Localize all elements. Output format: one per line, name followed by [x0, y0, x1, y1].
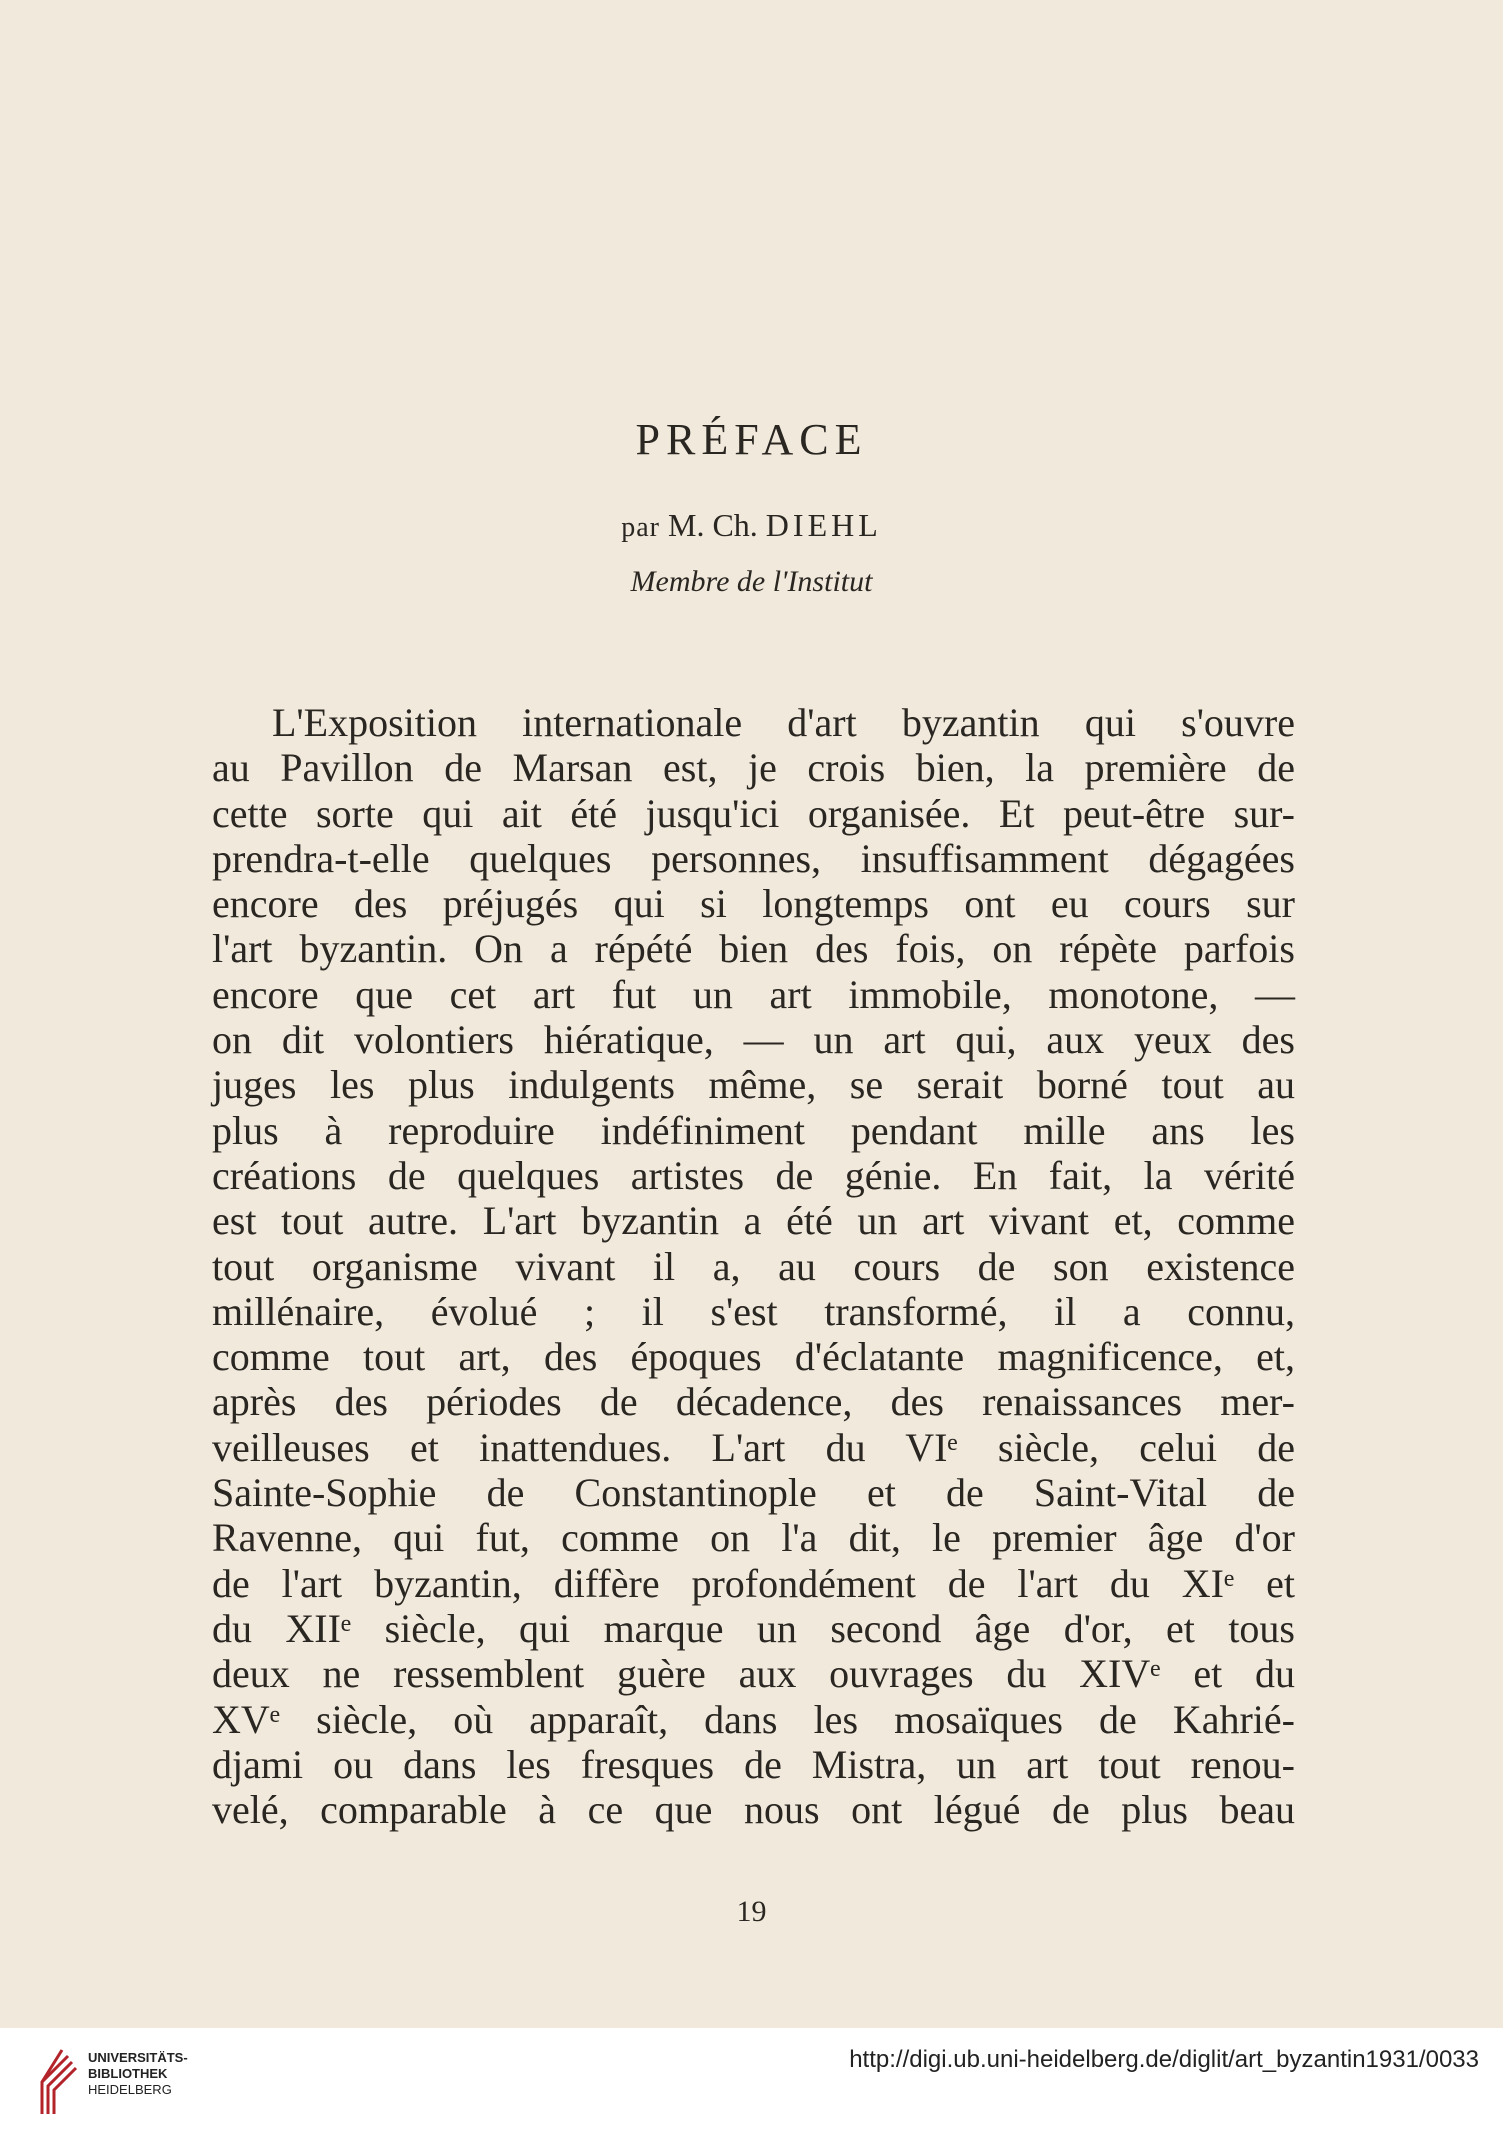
body-text — [212, 700, 1295, 1832]
text-line: XVᵉ siècle, où apparaît, dans les mosaïques de Kahrié- — [212, 1696, 1295, 1742]
text-line: L'Exposition internationale d'art byzantin qui s'ouvre — [272, 700, 1295, 745]
library-name-line3: HEIDELBERG — [88, 2082, 172, 2097]
text-line: deux ne ressemblent guère aux ouvrages du XIVᵉ et du — [212, 1651, 1295, 1697]
text-line: velé, comparable à ce que nous ont légué de plus beau — [212, 1787, 1295, 1833]
footer-bar — [0, 2028, 1503, 2138]
text-line: prendra-t-elle quelques personnes, insuffisamment dégagées — [212, 835, 1295, 881]
text-line: cette sorte qui ait été jusqu'ici organisée. Et peut-être sur- — [212, 790, 1295, 836]
text-line: du XIIᵉ siècle, qui marque un second âge d'or, et tous — [212, 1605, 1295, 1651]
text-line: au Pavillon de Marsan est, je crois bien, la première de — [212, 745, 1295, 791]
library-logo-icon — [38, 2042, 80, 2118]
library-name-line1: UNIVERSITÄTS- — [88, 2050, 188, 2065]
text-line: veilleuses et inattendues. L'art du VIᵉ siècle, celui de — [212, 1424, 1295, 1470]
text-line: Sainte-Sophie de Constantinople et de Saint-Vital de — [212, 1470, 1295, 1516]
text-line: on dit volontiers hiératique, — un art qui, aux yeux des — [212, 1017, 1295, 1063]
page-number: 19 — [736, 1895, 767, 1928]
page-title: PRÉFACE — [635, 415, 868, 464]
text-line: après des périodes de décadence, des renaissances mer- — [212, 1379, 1295, 1425]
text-line: djami ou dans les fresques de Mistra, un art tout renou- — [212, 1741, 1295, 1787]
text-line: millénaire, évolué ; il s'est transformé, il a connu, — [212, 1288, 1295, 1334]
author-line — [0, 507, 1503, 544]
text-line: Ravenne, qui fut, comme on l'a dit, le premier âge d'or — [212, 1515, 1295, 1561]
text-line: plus à reproduire indéfiniment pendant mille ans les — [212, 1107, 1295, 1153]
text-line: l'art byzantin. On a répété bien des fois, on répète parfois — [212, 926, 1295, 972]
author-initials: M. Ch. — [668, 507, 758, 543]
source-url-link[interactable]: http://digi.ub.uni-heidelberg.de/diglit/art_byzantin1931/0033 — [849, 2046, 1479, 2073]
text-line: encore des préjugés qui si longtemps ont eu cours sur — [212, 881, 1295, 927]
text-line: de l'art byzantin, diffère profondément de l'art du XIᵉ et — [212, 1560, 1295, 1606]
text-line: comme tout art, des époques d'éclatante magnificence, et, — [212, 1334, 1295, 1380]
text-line: créations de quelques artistes de génie. En fait, la vérité — [212, 1152, 1295, 1198]
author-name: DIEHL — [765, 507, 882, 543]
library-name — [88, 2050, 188, 2098]
author-affiliation: Membre de l'Institut — [630, 565, 873, 598]
text-line: juges les plus indulgents même, se serait borné tout au — [212, 1062, 1295, 1108]
library-name-line2: BIBLIOTHEK — [88, 2066, 168, 2081]
author-prefix: par — [621, 512, 660, 543]
text-line: est tout autre. L'art byzantin a été un art vivant et, comme — [212, 1198, 1295, 1244]
text-line: encore que cet art fut un art immobile, monotone, — — [212, 971, 1295, 1017]
text-line: tout organisme vivant il a, au cours de son existence — [212, 1243, 1295, 1289]
